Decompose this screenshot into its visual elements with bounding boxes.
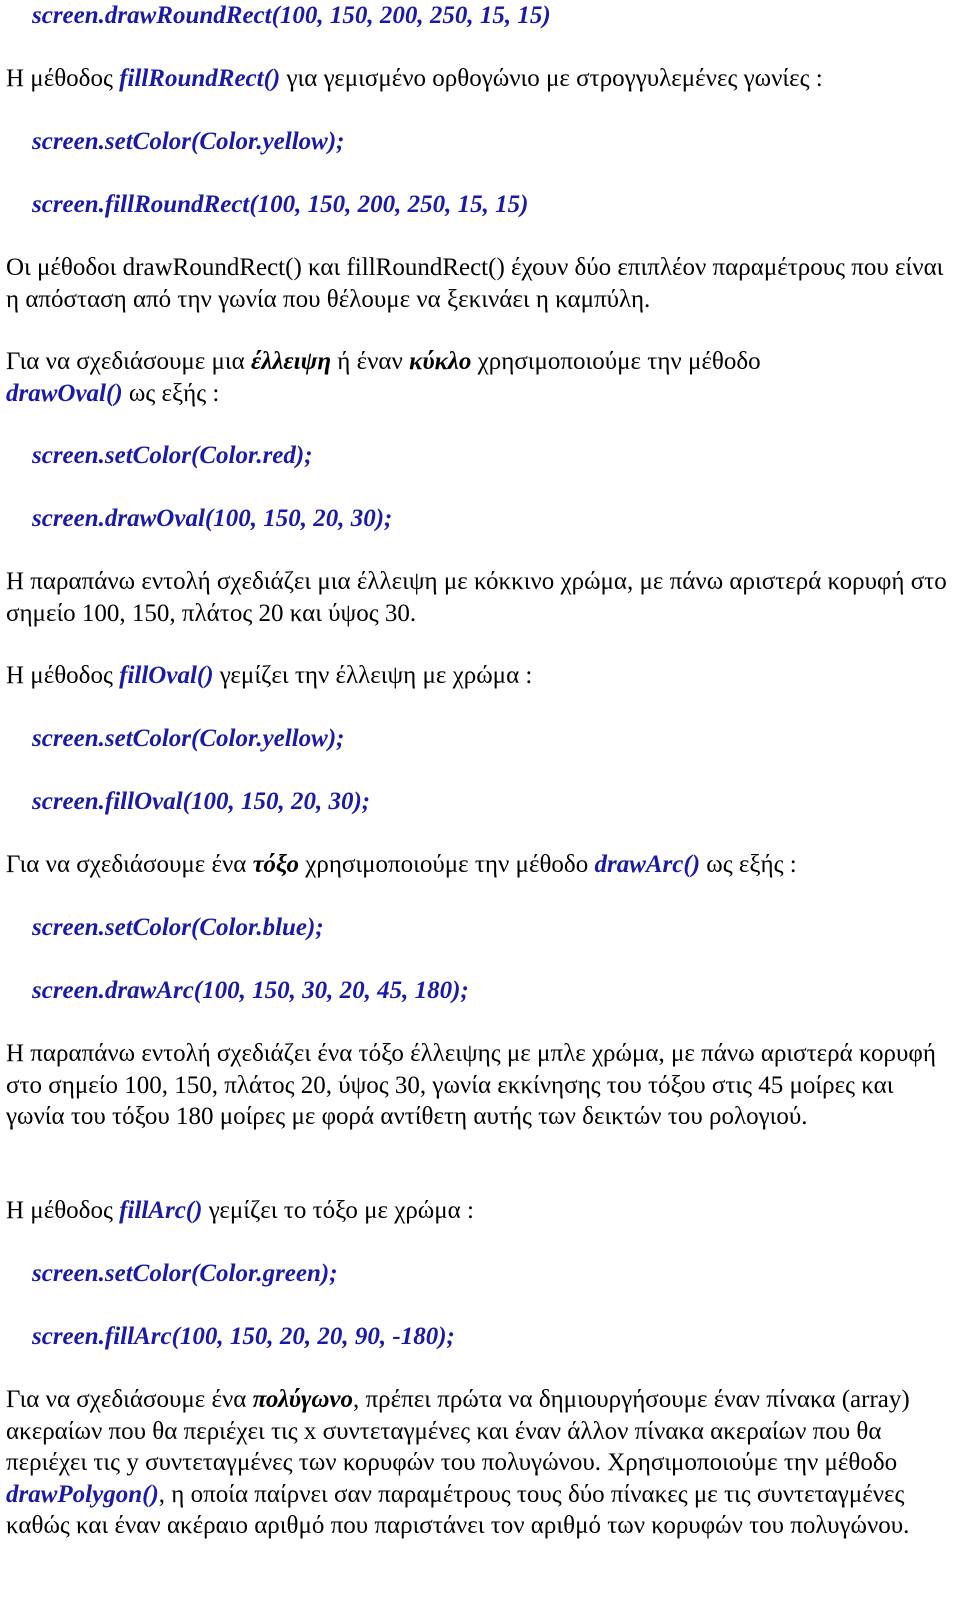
text-segment: Η μέθοδος	[6, 662, 120, 689]
text-segment: ή έναν	[331, 348, 410, 375]
method-name-filloval: fillOval()	[119, 662, 214, 689]
code-drawarc: screen.drawArc(100, 150, 30, 20, 45, 180);	[32, 977, 469, 1004]
paragraph-fillarc	[6, 1195, 954, 1227]
method-name-drawpolygon: drawPolygon()	[6, 1480, 159, 1508]
text-segment: Για να σχεδιάσουμε ένα	[6, 851, 253, 878]
text-segment: , πρέπει πρώτα να δημιουργήσουμε έναν πίνακα (array) ακεραίων που θα περιέχει τις x συντεταγμένες και έναν άλλον πίνακα ακεραίων που θα περιέχει τις y συντεταγμένες των κορυφών του πολυγώνου. Χρησιμοποιούμε την μέθοδο	[6, 1386, 910, 1476]
text-segment: , η οποία παίρνει σαν παραμέτρους τους δύο πίνακες με τις συντεταγμένες καθώς και έναν ακέραιο αριθμό που παριστάνει τον αριθμό των κορυφών του πολυγώνου.	[6, 1480, 910, 1539]
text-segment: για γεμισμένο ορθογώνιο με στρογγυλεμένες γωνίες :	[280, 65, 823, 92]
code-setcolor-yellow-1: screen.setColor(Color.yellow);	[32, 128, 345, 155]
code-drawroundrect: screen.drawRoundRect(100, 150, 200, 250, 15, 15)	[32, 2, 551, 29]
paragraph-filloval	[6, 660, 954, 692]
text-segment: Για να σχεδιάσουμε ένα	[6, 1386, 253, 1413]
code-fillroundrect: screen.fillRoundRect(100, 150, 200, 250, 15, 15)	[32, 191, 529, 218]
paragraph-arc-intro	[6, 849, 954, 881]
code-drawoval: screen.drawOval(100, 150, 20, 30);	[32, 505, 393, 532]
text-segment: Η μέθοδος	[6, 65, 120, 92]
text-segment: ως εξής :	[700, 851, 797, 878]
code-fillarc: screen.fillArc(100, 150, 20, 20, 90, -180);	[32, 1323, 455, 1350]
paragraph-extra-params: Οι μέθοδοι drawRoundRect() και fillRoundRect() έχουν δύο επιπλέον παραμέτρους που είναι η απόσταση από την γωνία που θέλουμε να ξεκινάει η καμπύλη.	[6, 254, 944, 313]
text-segment: χρησιμοποιούμε την μέθοδο	[299, 851, 595, 878]
paragraph-oval-intro	[6, 346, 954, 409]
paragraph-arc-desc: Η παραπάνω εντολή σχεδιάζει ένα τόξο έλλειψης με μπλε χρώμα, με πάνω αριστερά κορυφή στο σημείο 100, 150, πλάτος 20, ύψος 30, γωνία εκκίνησης του τόξου στις 45 μοίρες και γωνία του τόξου 180 μοίρες με φορά αντίθετη αυτής των δεικτών του ρολογιού.	[6, 1040, 936, 1130]
method-name-fillroundrect: fillRoundRect()	[119, 65, 281, 92]
text-segment: γεμίζει την έλλειψη με χρώμα :	[213, 662, 533, 689]
code-setcolor-red: screen.setColor(Color.red);	[32, 442, 313, 469]
term-circle: κύκλο	[409, 348, 472, 375]
code-setcolor-green: screen.setColor(Color.green);	[32, 1260, 338, 1287]
text-segment: Η μέθοδος	[6, 1197, 120, 1224]
method-name-drawarc: drawArc()	[594, 851, 701, 878]
method-name-drawoval: drawOval()	[6, 379, 123, 407]
code-setcolor-blue: screen.setColor(Color.blue);	[32, 914, 324, 941]
code-setcolor-yellow-2: screen.setColor(Color.yellow);	[32, 725, 345, 752]
method-name-fillarc: fillArc()	[119, 1197, 203, 1224]
text-segment: χρησιμοποιούμε την μέθοδο	[471, 348, 761, 375]
text-segment: ως εξής :	[122, 379, 220, 407]
text-segment: Για να σχεδιάσουμε μια	[6, 348, 251, 375]
text-segment: γεμίζει το τόξο με χρώμα :	[202, 1197, 474, 1224]
term-polygon: πολύγωνο	[252, 1386, 354, 1413]
paragraph-polygon	[6, 1384, 954, 1542]
paragraph-fillroundrect	[6, 63, 954, 95]
term-arc: τόξο	[252, 851, 299, 878]
paragraph-oval-desc: Η παραπάνω εντολή σχεδιάζει μια έλλειψη με κόκκινο χρώμα, με πάνω αριστερά κορυφή στο σημείο 100, 150, πλάτος 20 και ύψος 30.	[6, 568, 947, 627]
term-ellipse: έλλειψη	[250, 348, 332, 375]
code-filloval: screen.fillOval(100, 150, 20, 30);	[32, 788, 371, 815]
